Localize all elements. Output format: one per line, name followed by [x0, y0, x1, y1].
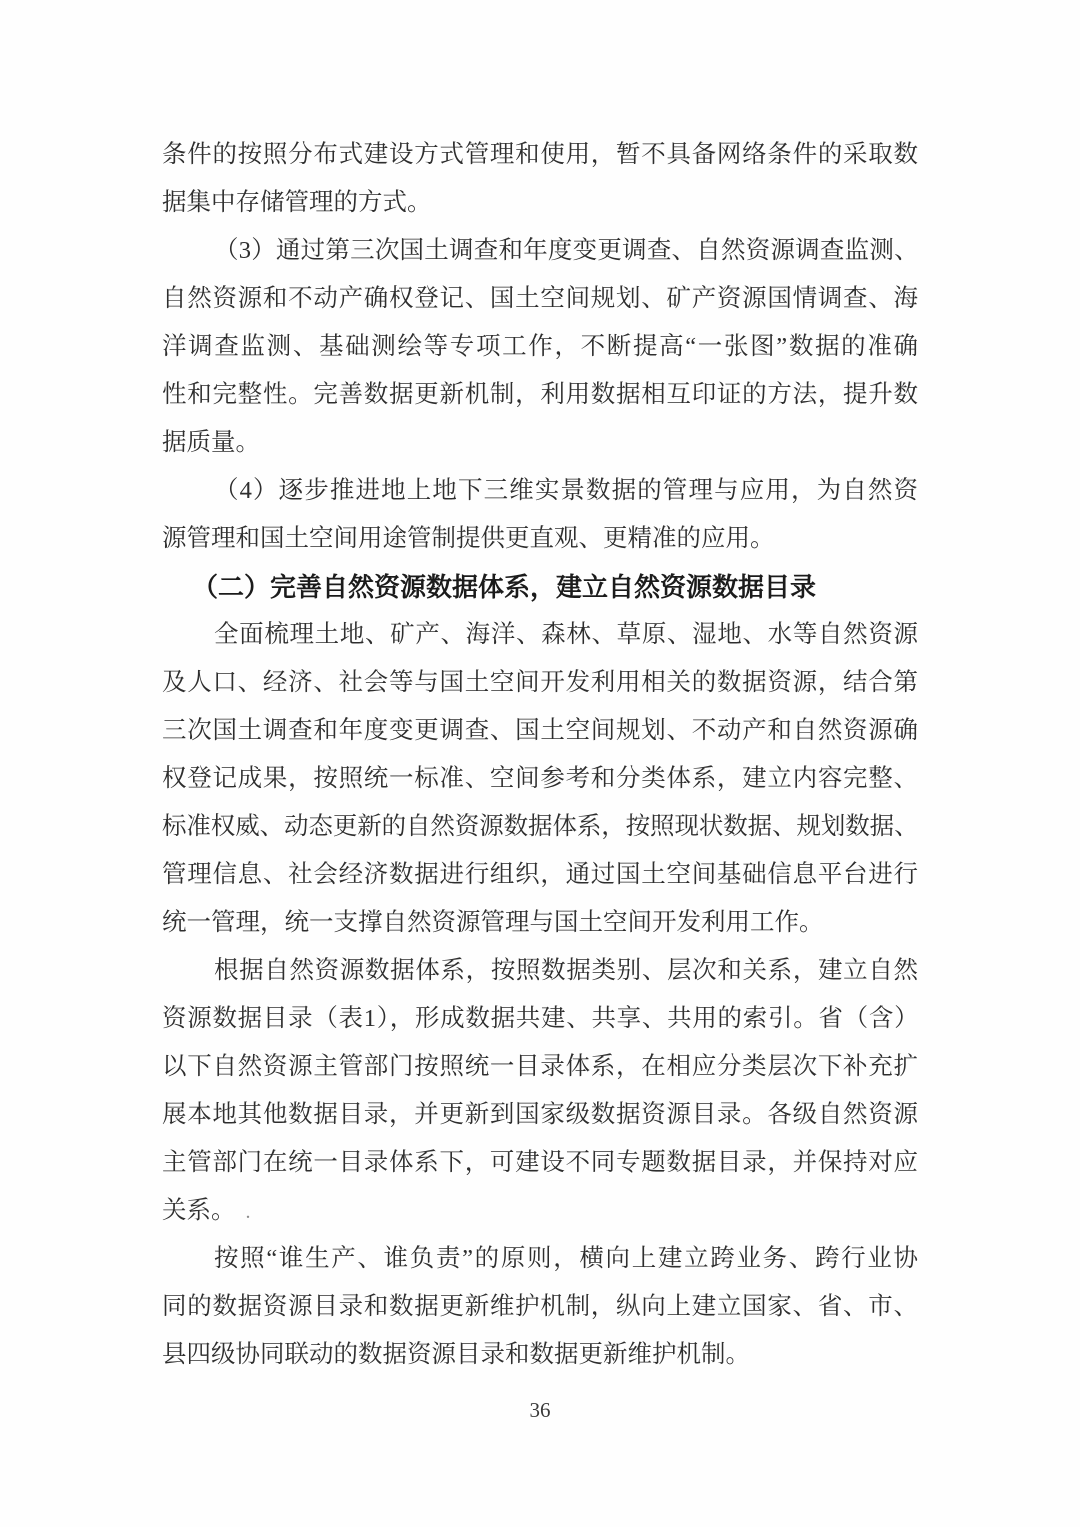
body-text-line: 洋调查监测、基础测绘等专项工作，不断提高“一张图”数据的准确 — [162, 333, 918, 360]
body-text-line: 按照“谁生产、谁负责”的原则，横向上建立跨业务、跨行业协 — [214, 1245, 918, 1272]
body-text-line: 根据自然资源数据体系，按照数据类别、层次和关系，建立自然 — [214, 957, 918, 984]
body-text-line: 据集中存储管理的方式。 — [162, 189, 432, 216]
body-text-line: 源管理和国土空间用途管制提供更直观、更精准的应用。 — [162, 525, 775, 552]
body-text-line: 据质量。 — [162, 429, 260, 456]
body-text-line: 性和完整性。完善数据更新机制，利用数据相互印证的方法，提升数 — [162, 381, 918, 408]
body-text-line — [162, 1187, 918, 1235]
body-text-line: 权登记成果，按照统一标准、空间参考和分类体系，建立内容完整、 — [162, 765, 918, 792]
body-text-line: 三次国土调查和年度变更调查、国土空间规划、不动产和自然资源确 — [162, 717, 918, 744]
text-block — [162, 131, 918, 1379]
section-heading: （二）完善自然资源数据体系，建立自然资源数据目录 — [192, 572, 817, 602]
body-text-line: 县四级协同联动的数据资源目录和数据更新维护机制。 — [162, 1341, 750, 1368]
stray-mark: . — [245, 1201, 251, 1223]
body-text-line: 管理信息、社会经济数据进行组织，通过国土空间基础信息平台进行 — [162, 861, 918, 888]
body-text-line: 同的数据资源目录和数据更新维护机制，纵向上建立国家、省、市、 — [162, 1293, 918, 1320]
page-number: 36 — [529, 1398, 551, 1422]
body-text-line: 标准权威、动态更新的自然资源数据体系，按照现状数据、规划数据、 — [162, 813, 918, 840]
body-text-line: 展本地其他数据目录，并更新到国家级数据资源目录。各级自然资源 — [162, 1101, 918, 1128]
body-text-line: 资源数据目录（表1），形成数据共建、共享、共用的索引。省（含） — [162, 1005, 918, 1032]
body-text-line: 统一管理，统一支撑自然资源管理与国土空间开发利用工作。 — [162, 909, 824, 936]
body-text-line: （3）通过第三次国土调查和年度变更调查、自然资源调查监测、 — [214, 237, 918, 264]
body-text-line: 及人口、经济、社会等与国土空间开发利用相关的数据资源，结合第 — [162, 669, 918, 696]
body-text-line: 主管部门在统一目录体系下，可建设不同专题数据目录，并保持对应 — [162, 1149, 918, 1176]
body-text-line: 条件的按照分布式建设方式管理和使用，暂不具备网络条件的采取数 — [162, 141, 918, 168]
body-text-fragment: 关系。 — [162, 1197, 236, 1224]
body-text-line: 自然资源和不动产确权登记、国土空间规划、矿产资源国情调查、海 — [162, 285, 918, 312]
body-text-line: 以下自然资源主管部门按照统一目录体系，在相应分类层次下补充扩 — [162, 1053, 918, 1080]
body-text-line: 全面梳理土地、矿产、海洋、森林、草原、湿地、水等自然资源 — [214, 621, 918, 648]
body-text-line: （4）逐步推进地上地下三维实景数据的管理与应用，为自然资 — [214, 477, 918, 504]
